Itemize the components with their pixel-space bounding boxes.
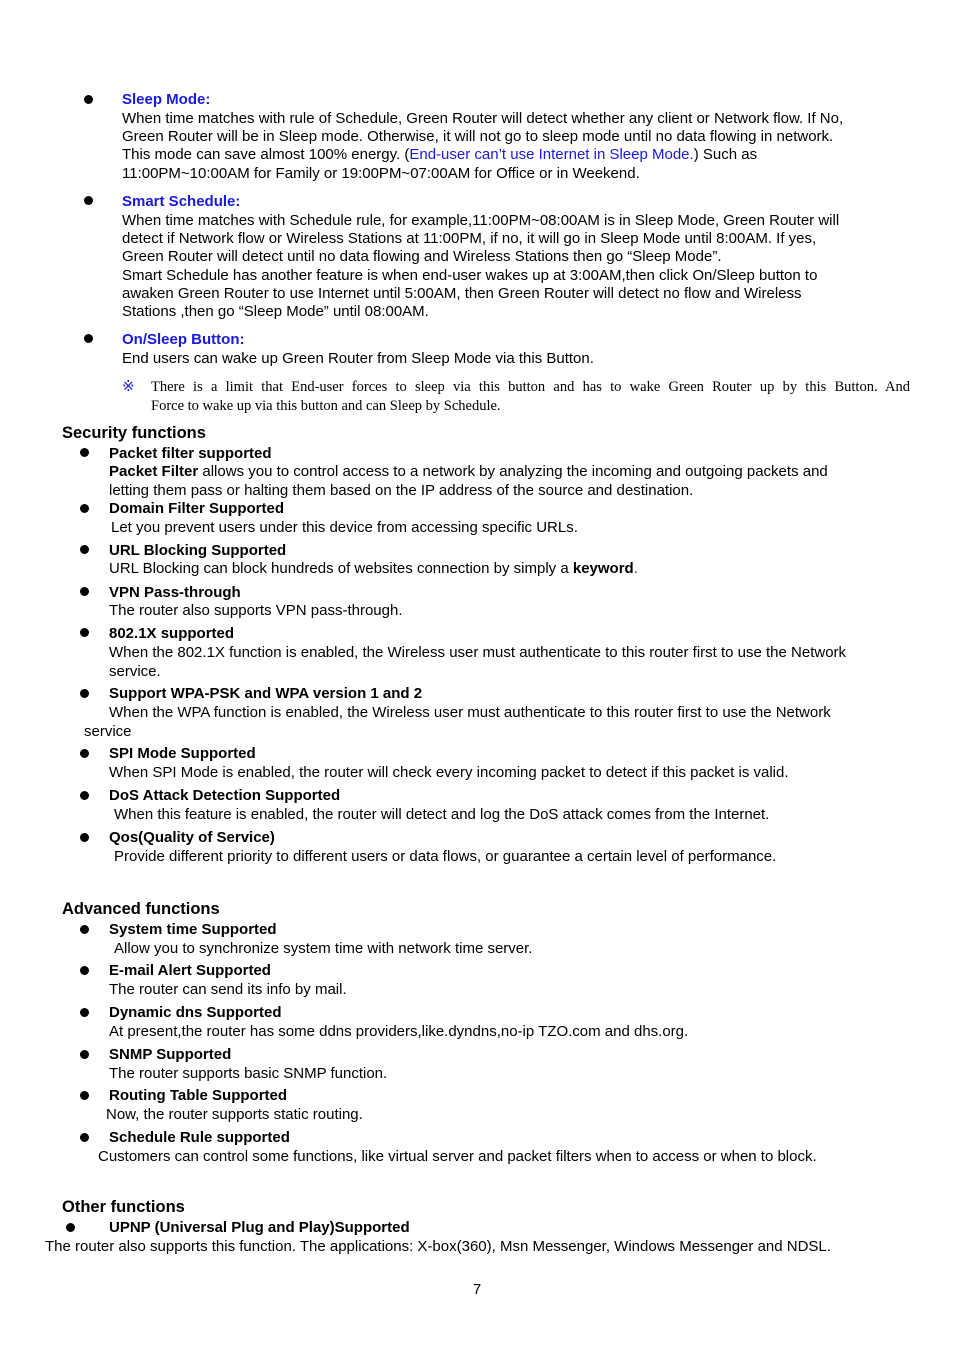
- domain-filter-title: Domain Filter Supported: [109, 500, 285, 517]
- wpa-text: service: [84, 723, 132, 740]
- bullet-icon: [80, 545, 89, 554]
- on-sleep-note: [151, 378, 910, 416]
- system-time-text: Allow you to synchronize system time with network time server.: [114, 940, 533, 957]
- packet-filter-text: [109, 463, 828, 481]
- bullet-icon: [80, 925, 89, 934]
- advanced-heading: Advanced functions: [62, 900, 220, 918]
- schedule-rule-text: Customers can control some functions, like virtual server and packet filters when to access or when to block.: [98, 1148, 817, 1165]
- email-alert-title: E-mail Alert Supported: [109, 962, 271, 979]
- sleep-mode-warning: End-user can’t use Internet in Sleep Mode.: [409, 146, 694, 163]
- other-heading: Other functions: [62, 1198, 185, 1216]
- routing-table-title: Routing Table Supported: [109, 1087, 288, 1104]
- qos-text: Provide different priority to different users or data flows, or guarantee a certain level of performance.: [114, 848, 777, 865]
- schedule-rule-title: Schedule Rule supported: [109, 1129, 290, 1146]
- sleep-mode-title: Sleep Mode:: [122, 91, 211, 108]
- upnp-text: The router also supports this function. The applications: X-box(360), Msn Messenger, Windows Messenger and NDSL.: [45, 1238, 831, 1255]
- smart-schedule-title: Smart Schedule:: [122, 193, 241, 210]
- page-number: 7: [472, 1281, 482, 1298]
- packet-filter-bold: Packet Filter: [109, 463, 199, 480]
- qos-title: Qos(Quality of Service): [109, 829, 275, 846]
- sleep-mode-text-part: ) Such as: [693, 146, 758, 163]
- spi-title: SPI Mode Supported: [109, 745, 256, 762]
- bullet-icon: [80, 628, 89, 637]
- dot1x-text: When the 802.1X function is enabled, the Wireless user must authenticate to this router first to use the Network: [109, 644, 847, 661]
- snmp-title: SNMP Supported: [109, 1046, 232, 1063]
- wpa-text: When the WPA function is enabled, the Wireless user must authenticate to this router first to use the Network: [109, 704, 831, 721]
- dynamic-dns-title: Dynamic dns Supported: [109, 1004, 282, 1021]
- upnp-title: UPNP (Universal Plug and Play)Supported: [109, 1219, 410, 1236]
- bullet-icon: [80, 689, 89, 698]
- dot1x-text: service.: [109, 663, 161, 680]
- system-time-title: System time Supported: [109, 921, 277, 938]
- sleep-mode-text: When time matches with rule of Schedule, Green Router will detect whether any client or Network flow. If No,: [122, 110, 844, 127]
- dos-text: When this feature is enabled, the router will detect and log the DoS attack comes from the Internet.: [114, 806, 770, 823]
- url-blocking-title: URL Blocking Supported: [109, 542, 287, 559]
- vpn-text: The router also supports VPN pass-through.: [109, 602, 403, 619]
- bullet-icon: [66, 1223, 75, 1232]
- bullet-icon: [80, 448, 89, 457]
- smart-schedule-text: When time matches with Schedule rule, for example,11:00PM~08:00AM is in Sleep Mode, Green Router will: [122, 212, 840, 229]
- packet-filter-text-part: allows you to control access to a network by analyzing the incoming and outgoing packets and: [198, 463, 828, 480]
- url-blocking-text: [109, 560, 638, 578]
- smart-schedule-text: Stations ,then go “Sleep Mode” until 08:00AM.: [122, 303, 429, 320]
- bullet-icon: [80, 966, 89, 975]
- url-blocking-keyword: keyword: [572, 560, 634, 577]
- on-sleep-text: End users can wake up Green Router from Sleep Mode via this Button.: [122, 350, 594, 367]
- smart-schedule-text: awaken Green Router to use Internet until 5:00AM, then Green Router will detect no flow and Wireless: [122, 285, 802, 302]
- bullet-icon: [84, 334, 93, 343]
- on-sleep-title: On/Sleep Button:: [122, 331, 245, 348]
- bullet-icon: [84, 196, 93, 205]
- routing-table-text: Now, the router supports static routing.: [106, 1106, 363, 1123]
- vpn-title: VPN Pass-through: [109, 584, 241, 601]
- bullet-icon: [80, 1091, 89, 1100]
- bullet-icon: [80, 749, 89, 758]
- note-mark-icon: ※: [122, 378, 135, 395]
- spi-text: When SPI Mode is enabled, the router will check every incoming packet to detect if this packet is valid.: [109, 764, 789, 781]
- security-heading: Security functions: [62, 424, 206, 442]
- sleep-mode-text: Green Router will be in Sleep mode. Otherwise, it will not go to sleep mode until no data flowing in network.: [122, 128, 834, 145]
- smart-schedule-text: Smart Schedule has another feature is when end-user wakes up at 3:00AM,then click On/Sleep button to: [122, 267, 818, 284]
- bullet-icon: [80, 504, 89, 513]
- packet-filter-text: letting them pass or halting them based on the IP address of the source and destination.: [109, 482, 694, 499]
- note-line: Force to wake up via this button and can Sleep by Schedule.: [151, 398, 501, 414]
- snmp-text: The router supports basic SNMP function.: [109, 1065, 388, 1082]
- domain-filter-text: Let you prevent users under this device from accessing specific URLs.: [111, 519, 578, 536]
- bullet-icon: [80, 1133, 89, 1142]
- smart-schedule-text: Green Router will detect until no data flowing and Wireless Stations then go “Sleep Mode”.: [122, 248, 722, 265]
- bullet-icon: [80, 833, 89, 842]
- bullet-icon: [80, 1050, 89, 1059]
- bullet-icon: [84, 95, 93, 104]
- dos-title: DoS Attack Detection Supported: [109, 787, 341, 804]
- email-alert-text: The router can send its info by mail.: [109, 981, 347, 998]
- bullet-icon: [80, 587, 89, 596]
- sleep-mode-text: 11:00PM~10:00AM for Family or 19:00PM~07:00AM for Office or in Weekend.: [122, 165, 640, 182]
- url-blocking-dot: .: [633, 560, 638, 577]
- smart-schedule-text: detect if Network flow or Wireless Stations at 11:00PM, if no, it will go in Sleep Mode until 8:00AM. If yes,: [122, 230, 817, 247]
- sleep-mode-text: [122, 146, 757, 164]
- dynamic-dns-text: At present,the router has some ddns providers,like.dyndns,no-ip TZO.com and dhs.org.: [109, 1023, 689, 1040]
- wpa-title: Support WPA-PSK and WPA version 1 and 2: [109, 685, 423, 702]
- bullet-icon: [80, 1008, 89, 1017]
- url-blocking-text-part: URL Blocking can block hundreds of websites connection by simply a: [109, 560, 573, 577]
- note-line: There is a limit that End-user forces to sleep via this button and has to wake Green Router up by this Button. And: [151, 379, 910, 395]
- sleep-mode-text-part: This mode can save almost 100% energy. (: [122, 146, 410, 163]
- dot1x-title: 802.1X supported: [109, 625, 235, 642]
- packet-filter-title: Packet filter supported: [109, 445, 272, 462]
- bullet-icon: [80, 791, 89, 800]
